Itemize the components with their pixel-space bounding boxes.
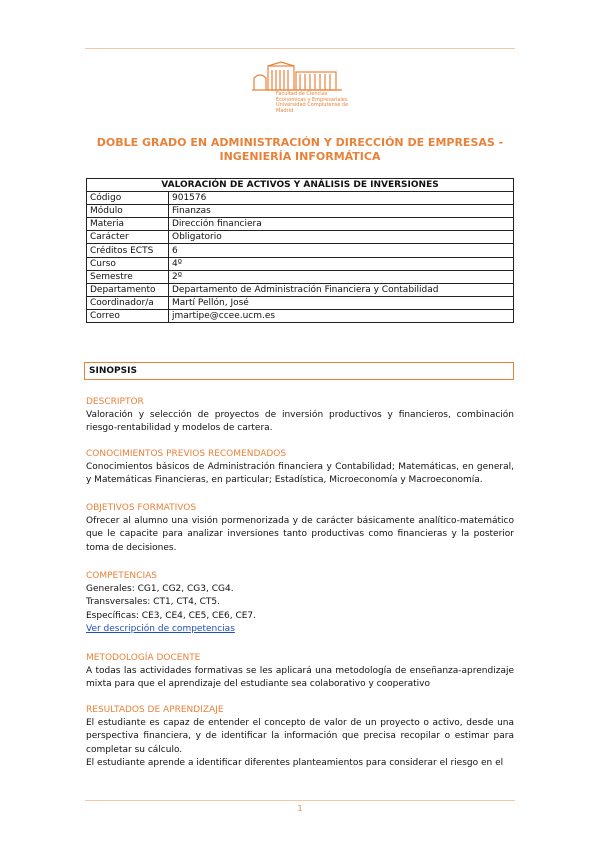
row-label: Semestre (87, 270, 169, 283)
objectives-section (86, 502, 514, 555)
section-heading: CONOCIMIENTOS PREVIOS RECOMENDADOS (86, 449, 287, 459)
section-text: Conocimientos básicos de Administración financiera y Contabilidad; Matemáticas, en general, y Matemáticas Financieras, en particular; Estadística, Microeconomía y Macroeconomía. (86, 462, 514, 486)
row-label: Código (87, 192, 169, 205)
logo-caption-line: Facultad de Ciencias (276, 91, 328, 97)
competences-link[interactable]: Ver descripción de competencias (86, 623, 235, 634)
row-label: Carácter (87, 231, 169, 244)
logo-caption (276, 92, 356, 114)
table-row (87, 283, 514, 296)
section-heading: METODOLOGÍA DOCENTE (86, 653, 201, 663)
sinopsis-header: SINOPSIS (84, 362, 514, 380)
row-value: Departamento de Administración Financiera y Contabilidad (169, 283, 514, 296)
competences-specific: Específicas: CE3, CE4, CE5, CE6, CE7. (86, 610, 257, 621)
row-value: Martí Pellón, José (169, 296, 514, 309)
row-label: Materia (87, 218, 169, 231)
outcomes-section (86, 704, 514, 770)
page-number: 1 (297, 804, 303, 813)
descriptor-section (86, 396, 514, 436)
table-row (87, 218, 514, 231)
section-heading: COMPETENCIAS (86, 571, 157, 581)
row-value: Finanzas (169, 205, 514, 218)
row-label: Departamento (87, 283, 169, 296)
footer-rule (85, 800, 515, 801)
row-value: jmartipe@ccee.ucm.es (169, 309, 514, 322)
subject-info-table (86, 178, 514, 323)
row-value: Obligatorio (169, 231, 514, 244)
table-row (87, 244, 514, 257)
prerequisites-section (86, 448, 514, 488)
competences-section (86, 570, 514, 636)
methodology-section (86, 652, 514, 692)
logo-caption-line: Económicas y Empresariales (276, 96, 348, 103)
table-header-row (87, 179, 514, 192)
table-row (87, 270, 514, 283)
row-value: 2º (169, 270, 514, 283)
row-label: Módulo (87, 205, 169, 218)
section-heading: DESCRIPTOR (86, 397, 144, 407)
row-value: 901576 (169, 192, 514, 205)
header-rule (85, 48, 515, 49)
row-value: Dirección financiera (169, 218, 514, 231)
section-heading: OBJETIVOS FORMATIVOS (86, 503, 197, 513)
row-label: Coordinador/a (87, 296, 169, 309)
row-value: 4º (169, 257, 514, 270)
row-value: 6 (169, 244, 514, 257)
competences-general: Generales: CG1, CG2, CG3, CG4. (86, 584, 234, 595)
subject-name: VALORACIÓN DE ACTIVOS Y ANÁLISIS DE INVERSIONES (87, 179, 514, 192)
section-text: Valoración y selección de proyectos de inversión productivos y financieros, combinación riesgo-rentabilidad y modelos de cartera. (86, 410, 514, 434)
competences-transversal: Transversales: CT1, CT4, CT5. (86, 597, 220, 608)
degree-title: DOBLE GRADO EN ADMINISTRACIÓN Y DIRECCIÓN DE EMPRESAS - INGENIERÍA INFORMÁTICA (96, 136, 504, 163)
table-row (87, 309, 514, 322)
logo-caption-line: Universidad Complutense de Madrid (276, 102, 349, 114)
row-label: Créditos ECTS (87, 244, 169, 257)
section-heading: RESULTADOS DE APRENDIZAJE (86, 705, 224, 715)
section-text: A todas las actividades formativas se les aplicará una metodología de enseñanza-aprendizaje mixta para que el aprendizaje del estudiante sea colaborativo y cooperativo (86, 666, 514, 690)
row-label: Correo (87, 309, 169, 322)
row-label: Curso (87, 257, 169, 270)
table-row (87, 257, 514, 270)
table-row (87, 231, 514, 244)
table-row (87, 205, 514, 218)
section-text: El estudiante aprende a identificar diferentes planteamientos para considerar el riesgo en el (86, 757, 504, 768)
section-text: Ofrecer al alumno una visión pormenorizada y de carácter básicamente analítico-matemático que le capacite para analizar inversiones tanto productivas como financieras y la posterior toma de decisiones. (86, 516, 514, 553)
section-text: El estudiante es capaz de entender el concepto de valor de un proyecto o activo, desde una perspectiva financiera, y de identificar la información que precisa recopilar o estimar para completar su cálculo. (86, 718, 514, 755)
table-row (87, 192, 514, 205)
table-row (87, 296, 514, 309)
